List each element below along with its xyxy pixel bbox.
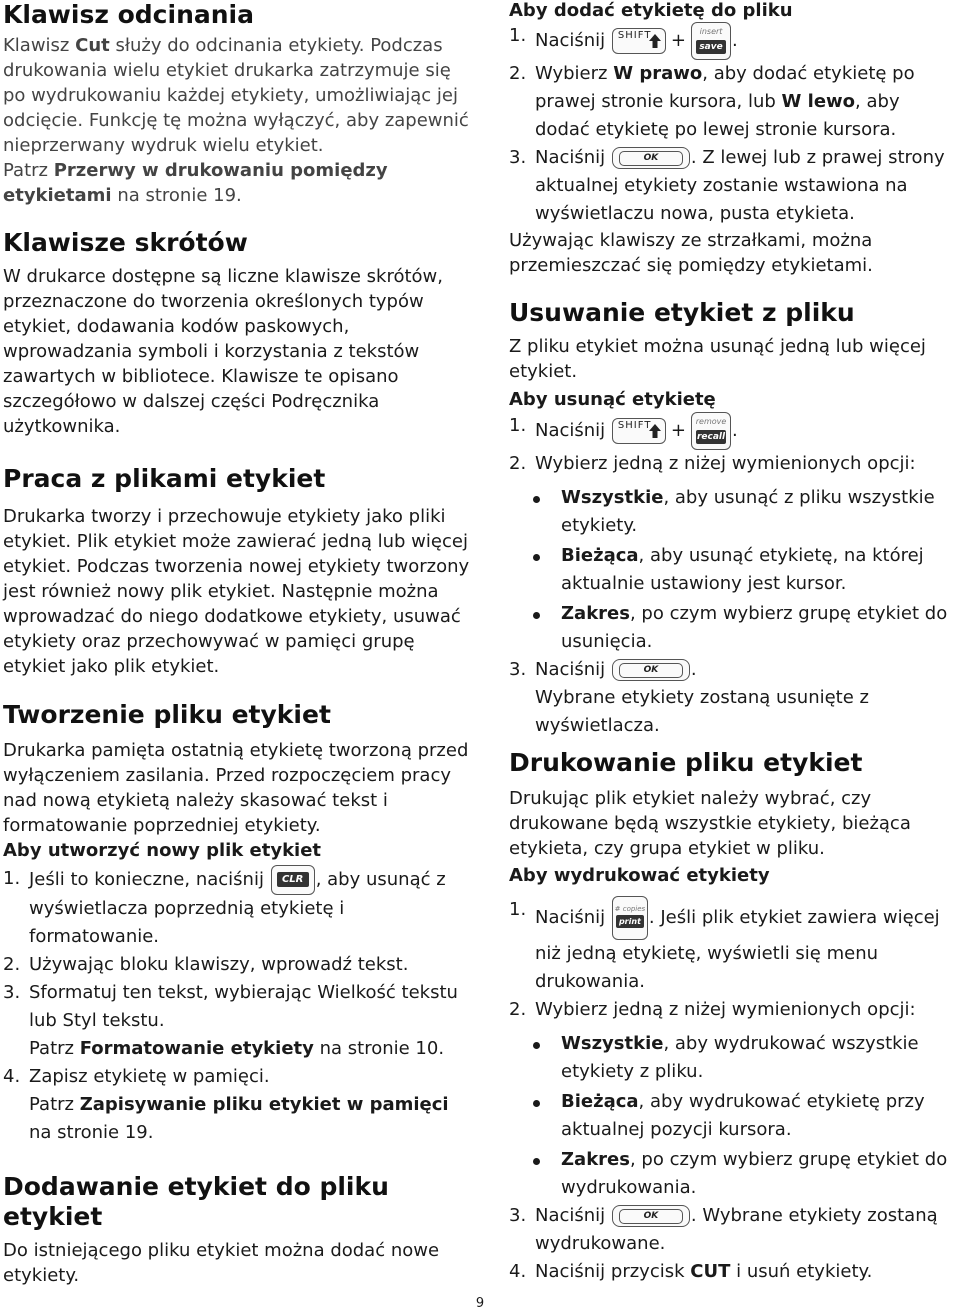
print-file-paragraph: Drukując plik etykiet należy wybrać, czy drukowane będą wszystkie etykiety, bieżąca etykieta, czy grupa etykiet w pliku. (509, 788, 911, 859)
remove-labels-subheading: Aby usunąć etykietę (509, 389, 716, 410)
section-create-file (3, 700, 473, 1147)
shift-arrow-icon (648, 33, 662, 49)
list-item: 1. Naciśnij # copies print . Jeśli plik etykiet zawiera więcej niż jedną etykietę, wyświetli się menu drukowania. (509, 896, 957, 996)
list-item: 4. Zapisz etykietę w pamięci. Patrz Zapisywanie pliku etykiet w pamięci na stronie 19. (3, 1066, 449, 1143)
bullet-item: Bieżąca, aby usunąć etykietę, na której aktualnie ustawiony jest kursor. (509, 542, 957, 598)
bullet-item: Wszystkie, aby usunąć z pliku wszystkie etykiety. (509, 484, 957, 540)
section-print-file (509, 748, 957, 1286)
bullet-icon (533, 1100, 540, 1107)
create-file-paragraph: Drukarka pamięta ostatnią etykietę tworzoną przed wyłączeniem zasilania. Przed rozpoczęciem pracy nad nową etykietą należy skasować tekst i formatowanie poprzedniej etykiety. (3, 740, 469, 836)
page-number: 9 (475, 1296, 485, 1311)
heading-add-labels: Dodawanie etykiet do pliku etykiet (3, 1172, 389, 1231)
heading-shortcut-keys: Klawisze skrótów (3, 228, 248, 257)
bullet-icon (533, 554, 540, 561)
section-add-labels (3, 1172, 473, 1288)
ok-key-icon: OK (612, 659, 690, 681)
insert-save-key-icon: insert save (691, 22, 731, 60)
clr-key-icon: CLR (271, 865, 315, 895)
section-cut-key (3, 0, 473, 208)
label-files-paragraph: Drukarka tworzy i przechowuje etykiety jako pliki etykiet. Plik etykiet może zawierać jedną lub więcej etykiet. Podczas tworzenia nowej etykiety tworzony jest również nowy plik etykiet. Następnie można wprowadzać do niego dodatkowe etykiety, usuwać etykiety oraz przechowywać w pamięci grupę etykiet jako plik etykiet. (3, 506, 470, 677)
shift-key-icon: SHIFT (612, 418, 666, 444)
list-item: 3. Sformatuj ten tekst, wybierając Wielkość tekstu lub Styl tekstu. Patrz Formatowanie etykiety na stronie 10. (3, 982, 458, 1059)
heading-label-files: Praca z plikami etykiet (3, 464, 326, 493)
bullet-icon (533, 496, 540, 503)
bullet-icon (533, 612, 540, 619)
remove-labels-paragraph: Z pliku etykiet można usunąć jedną lub więcej etykiet. (509, 336, 926, 382)
ok-key-icon: OK (612, 1205, 690, 1227)
shift-key-icon: SHIFT (612, 28, 666, 54)
list-item: 4. Naciśnij przycisk CUT i usuń etykiety. (509, 1261, 873, 1282)
print-file-subheading: Aby wydrukować etykiety (509, 865, 770, 886)
list-item: 3. Naciśnij OK . Wybrane etykiety zostaną usunięte z wyświetlacza. (509, 659, 869, 736)
cut-key-reference: Patrz Przerwy w drukowaniu pomiędzy etykietami na stronie 19. (3, 160, 388, 206)
shift-arrow-icon (648, 423, 662, 439)
arrow-keys-paragraph: Używając klawiszy ze strzałkami, można przemieszczać się pomiędzy etykietami. (509, 230, 873, 276)
list-item: 2. Wybierz W prawo, aby dodać etykietę po prawej stronie kursora, lub W lewo, aby dodać etykietę po lewej stronie kursora. (509, 63, 915, 140)
add-to-file-subheading: Aby dodać etykietę do pliku (509, 0, 793, 21)
heading-remove-labels: Usuwanie etykiet z pliku (509, 298, 855, 327)
list-item: 2. Używając bloku klawiszy, wprowadź tekst. (3, 954, 409, 975)
shortcut-keys-paragraph: W drukarce dostępne są liczne klawisze skrótów, przeznaczone do tworzenia określonych typów etykiet, dodawania kodów paskowych, wprowadzania symboli i korzystania z tekstów zawartych w bibliotece. Klawisze te opisano szczegółowo w dalszej części Podręcznika użytkownika. (3, 266, 443, 437)
section-add-to-file (509, 0, 957, 278)
heading-cut-key: Klawisz odcinania (3, 0, 254, 29)
heading-create-file: Tworzenie pliku etykiet (3, 700, 331, 729)
bullet-item: Wszystkie, aby wydrukować wszystkie etykiety z pliku. (509, 1030, 957, 1086)
ok-key-icon: OK (612, 147, 690, 169)
add-labels-paragraph: Do istniejącego pliku etykiet można dodać nowe etykiety. (3, 1240, 440, 1286)
bullet-item: Bieżąca, aby wydrukować etykietę przy aktualnej pozycji kursora. (509, 1088, 957, 1144)
list-item: 3. Naciśnij OK . Z lewej lub z prawej strony aktualnej etykiety zostanie wstawiona na wyświetlaczu nowa, pusta etykieta. (509, 147, 945, 224)
section-shortcut-keys (3, 228, 473, 439)
list-item: 1. Jeśli to konieczne, naciśnij CLR , aby usunąć z wyświetlacza poprzednią etykietę i formatowanie. (3, 865, 473, 951)
bullet-item: Zakres, po czym wybierz grupę etykiet do usunięcia. (509, 600, 957, 656)
list-item: 3. Naciśnij OK . Wybrane etykiety zostaną wydrukowane. (509, 1205, 938, 1254)
section-remove-labels (509, 298, 957, 740)
print-key-icon: # copies print (612, 896, 648, 940)
bullet-icon (533, 1042, 540, 1049)
remove-recall-key-icon: remove recall (691, 412, 731, 450)
list-item: 2. Wybierz jedną z niżej wymienionych opcji: (509, 453, 916, 474)
heading-print-file: Drukowanie pliku etykiet (509, 748, 863, 777)
list-item: 1. Naciśnij SHIFT + remove recall . (509, 412, 957, 450)
list-item: 1. Naciśnij SHIFT + insert save . (509, 22, 957, 60)
section-label-files (3, 464, 473, 679)
list-item: 2. Wybierz jedną z niżej wymienionych opcji: (509, 999, 916, 1020)
create-file-subheading: Aby utworzyć nowy plik etykiet (3, 840, 322, 861)
bullet-item: Zakres, po czym wybierz grupę etykiet do wydrukowania. (509, 1146, 957, 1202)
bullet-icon (533, 1158, 540, 1165)
cut-key-paragraph: Klawisz Cut służy do odcinania etykiety. Podczas drukowania wielu etykiet drukarka zatrzymuje się po wydrukowaniu każdej etykiety, umożliwiając jej odcięcie. Funkcję tę można wyłączyć, aby zapewnić nieprzerwany wydruk wielu etykiet. (3, 35, 469, 156)
